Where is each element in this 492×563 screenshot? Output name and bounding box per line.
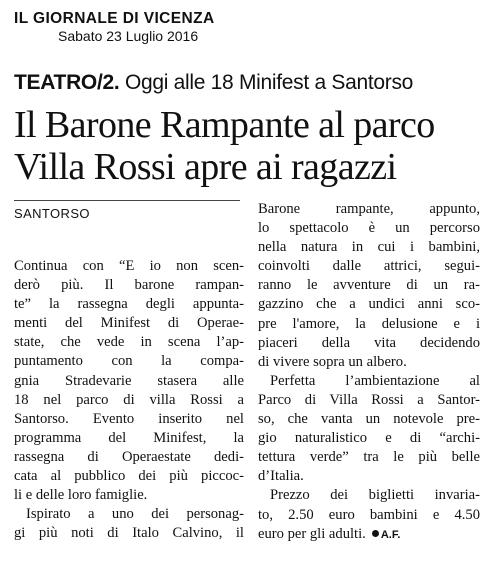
author-signature: A.F. xyxy=(380,528,401,541)
dateline: SANTORSO xyxy=(14,206,90,221)
text-line: euro per gli adulti. xyxy=(258,525,366,542)
text-line: state, che vede in scena l’ap- xyxy=(14,334,244,351)
text-line: coinvolti dalle attrici, segui- xyxy=(258,258,480,275)
text-line: Santorso. Evento inserito nel xyxy=(14,410,244,427)
text-line: 18 nel parco di villa Rossi a xyxy=(14,391,244,408)
text-line: ranno le avventure di un ra- xyxy=(258,277,480,294)
text-line: pre l'amore, la delusione e i xyxy=(258,315,480,332)
text-line: piaceri della vita decidendo xyxy=(258,334,480,351)
text-line-final xyxy=(258,525,480,545)
text-line: derò più. Il barone rampan- xyxy=(14,277,244,294)
text-line: gnia Stradevarie stasera alle xyxy=(14,372,244,389)
text-line: Parco di Villa Rossi a Santor- xyxy=(258,391,480,408)
text-line: cata al pubblico dei più piccoc- xyxy=(14,468,244,485)
text-line: Ispirato a uno dei personag- xyxy=(26,506,244,523)
article-column-right xyxy=(258,200,480,545)
kicker-text: Oggi alle 18 Minifest a Santorso xyxy=(119,71,414,94)
text-line: te” la rassegna degli appunta- xyxy=(14,296,244,313)
article-column-left xyxy=(14,257,244,543)
text-line: to, 2.50 euro bambini e 4.50 xyxy=(258,506,480,523)
text-line: Continua con “E io non scen- xyxy=(14,258,244,274)
text-line: di vivere sopra un albero. xyxy=(258,353,407,370)
text-line: nella natura in cui i bambini, xyxy=(258,239,480,256)
text-line: gazzino che a undici anni sco- xyxy=(258,296,480,313)
text-line: programma del Minifest, la xyxy=(14,429,244,446)
headline-line-2: Villa Rossi apre ai ragazzi xyxy=(14,146,397,188)
text-line: so, che vanta un notevole pre- xyxy=(258,411,480,428)
text-line: gio naturalistico e di “archi- xyxy=(258,430,480,447)
newspaper-name: IL GIORNALE DI VICENZA xyxy=(14,10,215,27)
text-line: li e delle loro famiglie. xyxy=(14,487,148,504)
kicker xyxy=(14,70,413,96)
text-line: Barone rampante, appunto, xyxy=(258,201,480,217)
bullet-dot-icon xyxy=(372,530,379,537)
masthead xyxy=(14,10,215,45)
text-line: Perfetta l’ambientazione al xyxy=(270,372,480,389)
text-line: puntamento con la compa- xyxy=(14,353,244,370)
text-line: gi più noti di Italo Calvino, il xyxy=(14,525,244,542)
dateline-rule xyxy=(14,200,240,201)
text-line: rassegna di Operaestate dedi- xyxy=(14,448,244,465)
headline-line-1: Il Barone Rampante al parco xyxy=(14,104,435,146)
text-line: Prezzo dei biglietti invaria- xyxy=(270,487,480,504)
text-line: d’Italia. xyxy=(258,468,304,485)
text-line: lo spettacolo è un percorso xyxy=(258,220,480,237)
text-line: tettura verde” tra le più belle xyxy=(258,449,480,466)
headline xyxy=(14,104,484,188)
kicker-tag: TEATRO/2. xyxy=(14,71,120,94)
publication-date: Sabato 23 Luglio 2016 xyxy=(58,28,199,44)
text-line: menti del Minifest di Operae- xyxy=(14,315,244,332)
